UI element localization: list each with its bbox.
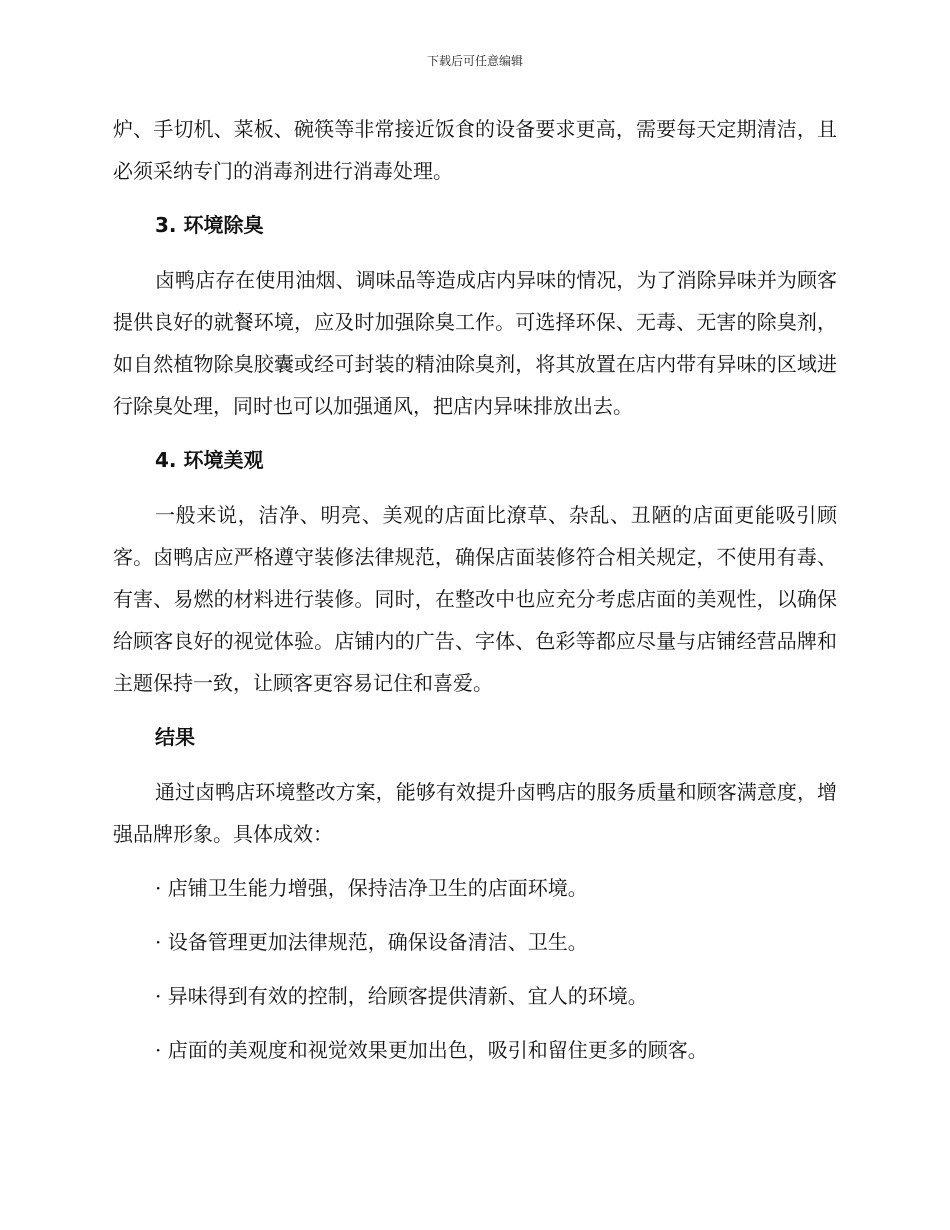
deodor-paragraph: 卤鸭店存在使用油烟、调味品等造成店内异味的情况，为了消除异味并为顾客提供良好的就餐环境，应及时加强除臭工作。可选择环保、无毒、无害的除臭剂，如自然植物除臭胶囊或经可封装的精油除臭剂，将其放置在店内带有异味的区域进行除臭处理，同时也可以加强通风，把店内异味排放出去。 bbox=[113, 268, 837, 418]
aesthetics-paragraph: 一般来说，洁净、明亮、美观的店面比潦草、杂乱、丑陋的店面更能吸引顾客。卤鸭店应严格遵守装修法律规范，确保店面装修符合相关规定，不使用有毒、有害、易燃的材料进行装修。同时，在整改中也应充分考虑店面的美观性，以确保给顾客良好的视觉体验。店铺内的广告、字体、色彩等都应尽量与店铺经营品牌和主题保持一致，让顾客更容易记住和喜爱。 bbox=[113, 503, 837, 695]
section-heading-aesthetics: 4. 环境美观 bbox=[155, 448, 264, 472]
results-paragraph: 通过卤鸭店环境整改方案，能够有效提升卤鸭店的服务质量和顾客满意度，增强品牌形象。具体成效： bbox=[113, 780, 837, 846]
result-bullet-4: · 店面的美观度和视觉效果更加出色，吸引和留住更多的顾客。 bbox=[155, 1038, 708, 1062]
result-bullet-2: · 设备管理更加法律规范，确保设备清洁、卫生。 bbox=[155, 930, 588, 954]
page-header: 下载后可任意编辑 bbox=[426, 54, 523, 68]
result-bullet-3: · 异味得到有效的控制，给顾客提供清新、宜人的环境。 bbox=[155, 984, 648, 1008]
result-bullet-1: · 店铺卫生能力增强，保持洁净卫生的店面环境。 bbox=[155, 876, 588, 900]
document-body bbox=[113, 108, 837, 1083]
section-heading-deodor: 3. 环境除臭 bbox=[155, 213, 264, 237]
section-heading-results: 结果 bbox=[155, 725, 195, 749]
intro-paragraph: 炉、手切机、菜板、碗筷等非常接近饭食的设备要求更高，需要每天定期清洁，且必须采纳专门的消毒剂进行消毒处理。 bbox=[113, 117, 837, 183]
